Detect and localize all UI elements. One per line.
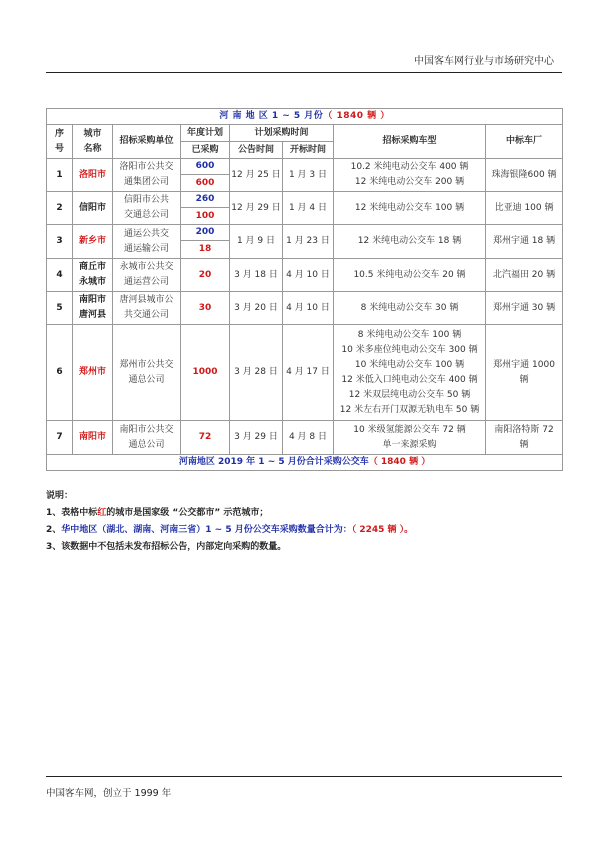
cell-seq: 5 <box>47 292 73 325</box>
cell-bid-time: 4 月 17 日 <box>283 325 334 421</box>
cell-bid-time: 1 月 23 日 <box>283 225 334 259</box>
cell-winner: 珠海银隆600 辆 <box>486 159 563 192</box>
cell-announce-time: 12 月 29 日 <box>230 192 283 225</box>
header-winner: 中标车厂 <box>486 125 563 159</box>
header-divider <box>46 72 562 73</box>
table-title-row <box>47 109 563 125</box>
cell-seq: 7 <box>47 421 73 455</box>
cell-annual-plan: 260 <box>181 192 230 208</box>
cell-bid-time: 4 月 10 日 <box>283 292 334 325</box>
header-org: 中国客车网行业与市场研究中心 <box>414 56 554 67</box>
procurement-table <box>46 108 563 471</box>
header-announce-time: 公告时间 <box>230 142 283 159</box>
table-total-main: 河南地区 2019 年 1 ~ 5 月份合计采购公交车 <box>178 457 369 467</box>
cell-unit: 南阳市公共交 通总公司 <box>113 421 181 455</box>
table-title <box>47 109 563 125</box>
cell-seq: 1 <box>47 159 73 192</box>
cell-city: 商丘市 永城市 <box>73 259 113 292</box>
cell-annual-plan: 600 <box>181 159 230 175</box>
header-bid-time: 开标时间 <box>283 142 334 159</box>
cell-announce-time: 3 月 18 日 <box>230 259 283 292</box>
header-city: 城市 名称 <box>73 125 113 159</box>
cell-city: 南阳市 唐河县 <box>73 292 113 325</box>
cell-city: 新乡市 <box>73 225 113 259</box>
cell-announce-time: 3 月 29 日 <box>230 421 283 455</box>
cell-purchased: 18 <box>181 241 230 259</box>
cell-vehicle-type: 8 米纯电动公交车 100 辆 10 米多座位纯电动公交车 300 辆 10 米纯电动公交车 100 辆 12 米低入口纯电动公交车 400 辆 12 米双层纯电动公交车 50 辆 12 米左右开门双源无轨电车 50 辆 <box>334 325 486 421</box>
table-total <box>47 455 563 471</box>
cell-winner: 南阳洛特斯 72 辆 <box>486 421 563 455</box>
cell-vehicle-type: 12 米纯电动公交车 18 辆 <box>334 225 486 259</box>
cell-unit: 郑州市公共交 通总公司 <box>113 325 181 421</box>
cell-unit: 洛阳市公共交 通集团公司 <box>113 159 181 192</box>
cell-unit: 永城市公共交 通运营公司 <box>113 259 181 292</box>
cell-seq: 6 <box>47 325 73 421</box>
note-1: 1、表格中标红的城市是国家级 “公交都市” 示范城市； <box>46 508 269 518</box>
table-row <box>47 421 563 455</box>
cell-unit: 信阳市公共 交通总公司 <box>113 192 181 225</box>
cell-annual-plan: 200 <box>181 225 230 241</box>
cell-vehicle-type: 10.2 米纯电动公交车 400 辆 12 米纯电动公交车 200 辆 <box>334 159 486 192</box>
cell-city: 南阳市 <box>73 421 113 455</box>
cell-purchased: 30 <box>181 292 230 325</box>
cell-winner: 北汽福田 20 辆 <box>486 259 563 292</box>
table-total-row <box>47 455 563 471</box>
table-row <box>47 192 563 208</box>
table-row <box>47 159 563 175</box>
header-seq: 序 号 <box>47 125 73 159</box>
cell-purchased: 20 <box>181 259 230 292</box>
cell-purchased: 1000 <box>181 325 230 421</box>
cell-unit: 通运公共交 通运输公司 <box>113 225 181 259</box>
header-annual-plan: 年度计划 <box>181 125 230 142</box>
table-row <box>47 225 563 241</box>
table-title-total: （ 1840 辆 ） <box>323 111 390 121</box>
table-row <box>47 325 563 421</box>
footer-divider <box>46 776 562 777</box>
cell-announce-time: 3 月 28 日 <box>230 325 283 421</box>
cell-city: 洛阳市 <box>73 159 113 192</box>
cell-purchased: 600 <box>181 175 230 192</box>
cell-city: 郑州市 <box>73 325 113 421</box>
cell-city: 信阳市 <box>73 192 113 225</box>
table-title-main: 河 南 地 区 1 ~ 5 月份 <box>219 111 324 121</box>
cell-winner: 比亚迪 100 辆 <box>486 192 563 225</box>
header-unit: 招标采购单位 <box>113 125 181 159</box>
cell-announce-time: 1 月 9 日 <box>230 225 283 259</box>
table-row <box>47 259 563 292</box>
cell-seq: 2 <box>47 192 73 225</box>
cell-vehicle-type: 8 米纯电动公交车 30 辆 <box>334 292 486 325</box>
cell-seq: 4 <box>47 259 73 292</box>
cell-unit: 唐河县城市公 共交通公司 <box>113 292 181 325</box>
cell-announce-time: 3 月 20 日 <box>230 292 283 325</box>
cell-vehicle-type: 10.5 米纯电动公交车 20 辆 <box>334 259 486 292</box>
cell-vehicle-type: 10 米级氢能源公交车 72 辆 单一来源采购 <box>334 421 486 455</box>
cell-purchased: 100 <box>181 208 230 225</box>
cell-seq: 3 <box>47 225 73 259</box>
cell-winner: 郑州宇通 1000 辆 <box>486 325 563 421</box>
cell-bid-time: 1 月 3 日 <box>283 159 334 192</box>
cell-vehicle-type: 12 米纯电动公交车 100 辆 <box>334 192 486 225</box>
footer-text: 中国客车网，创立于 1999 年 <box>46 788 172 799</box>
cell-winner: 郑州宇通 30 辆 <box>486 292 563 325</box>
table-total-count: （ 1840 辆 ） <box>368 457 431 467</box>
table-row <box>47 292 563 325</box>
cell-bid-time: 1 月 4 日 <box>283 192 334 225</box>
cell-purchased: 72 <box>181 421 230 455</box>
cell-bid-time: 4 月 10 日 <box>283 259 334 292</box>
note-3: 3、该数据中不包括未发布招标公告，内部定向采购的数量。 <box>46 542 287 552</box>
header-vehicle-type: 招标采购车型 <box>334 125 486 159</box>
header-plan-time: 计划采购时间 <box>230 125 334 142</box>
cell-announce-time: 12 月 25 日 <box>230 159 283 192</box>
cell-bid-time: 4 月 8 日 <box>283 421 334 455</box>
notes <box>46 488 413 556</box>
cell-winner: 郑州宇通 18 辆 <box>486 225 563 259</box>
note-2: 2、华中地区（湖北、湖南、河南三省）1 ~ 5 月份公交车采购数量合计为：（ 2245 辆 ）。 <box>46 525 414 535</box>
notes-heading: 说明： <box>46 491 74 501</box>
header-purchased: 已采购 <box>181 142 230 159</box>
header-row-1 <box>47 125 563 142</box>
